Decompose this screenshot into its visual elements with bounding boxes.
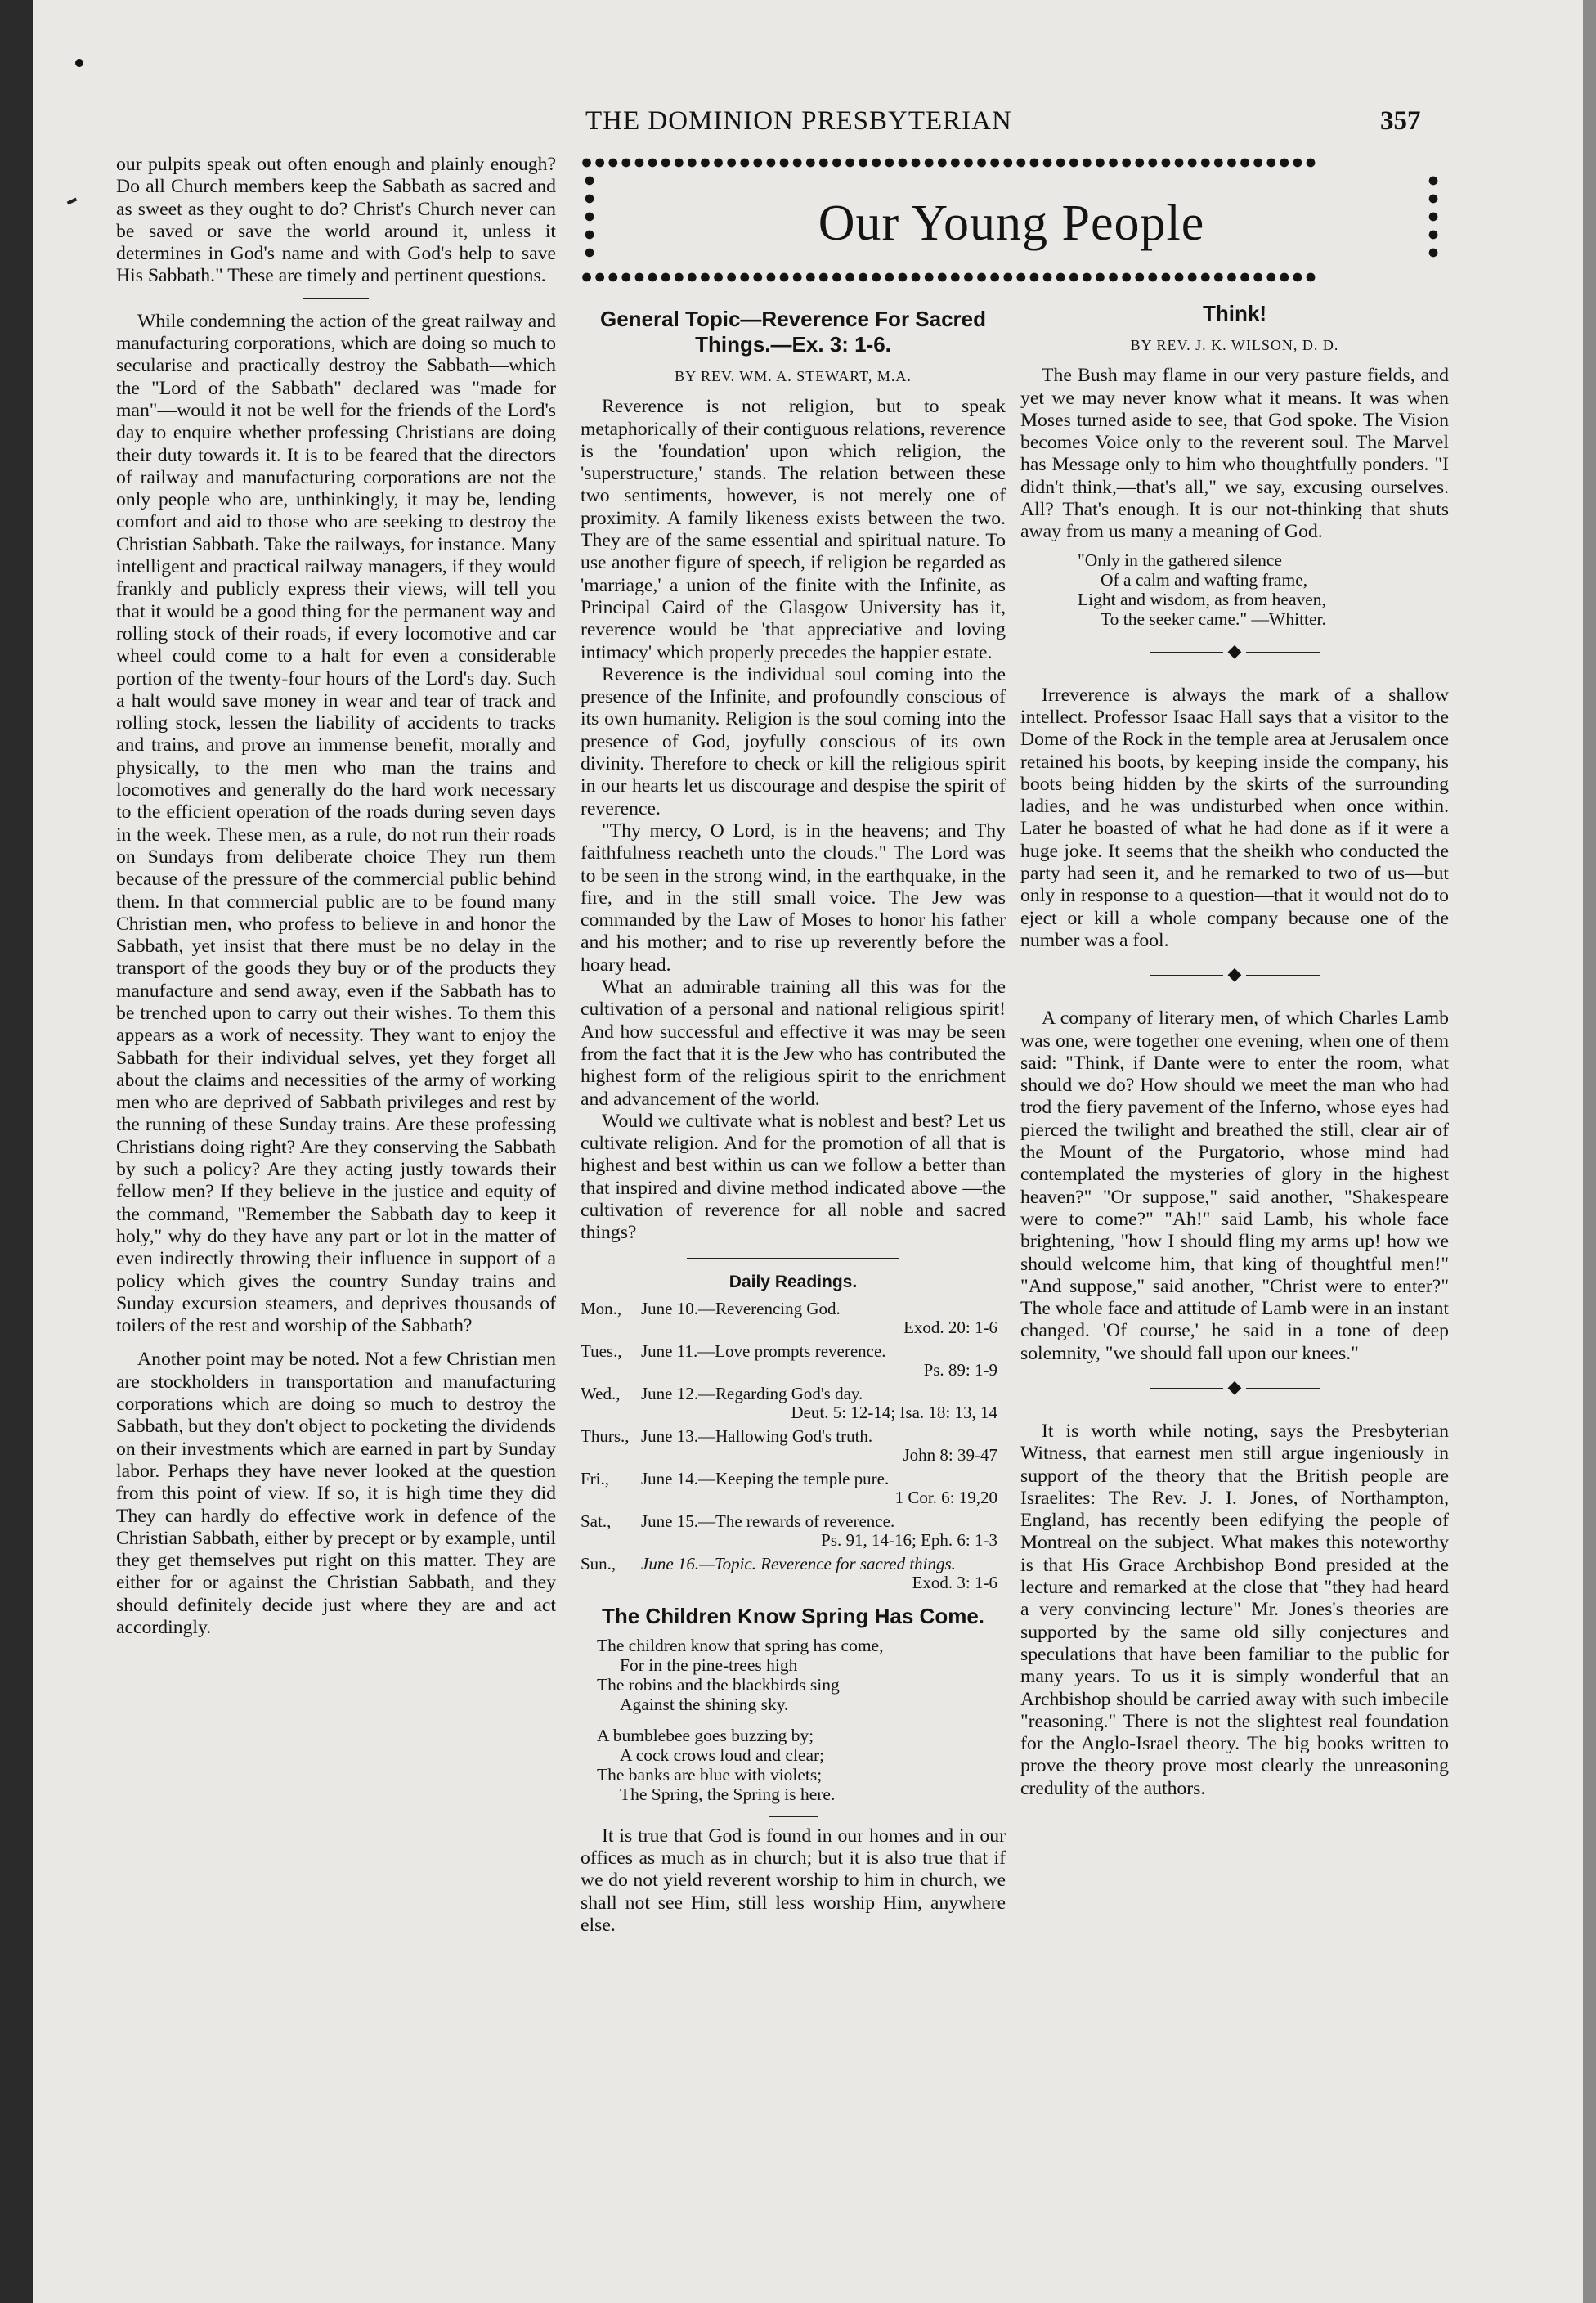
reading-text: June 16.—Topic. Reverence for sacred things. xyxy=(641,1553,956,1573)
paragraph: A company of literary men, of which Charles Lamb was one, were together one evening, when one of them said: "Think, if Dante were to enter the room, what should we do? How should we meet the man who had trod the fiery pavement of the Inferno, whose eyes had pierced the twilight and breathed the still, clear air of the Mount of the Purgatorio, whose mind had contemplated the mysteries of glory in the highest heaven?" "Or suppose," said another, "Shakespeare were to come?" "Ah!" said Lamb, his whole face brightening, "how I should fling my arms up! how we should welcome him, that king of thoughtful men!" "And suppose," said another, "Christ were to enter?" The whole face and attitude of Lamb were in an instant changed. 'Of course,' he said in a tone of deep solemnity, "we should fall upon our knees." xyxy=(1020,1008,1449,1364)
daily-readings-title: Daily Readings. xyxy=(729,1272,858,1291)
reading-day: Mon., xyxy=(581,1298,622,1318)
reading-ref: John 8: 39-47 xyxy=(903,1444,998,1465)
reading-item xyxy=(581,1427,1006,1465)
poem-line: The Spring, the Spring is here. xyxy=(620,1784,836,1804)
column-left xyxy=(116,154,556,1639)
article-byline: BY REV. WM. A. STEWART, M.A. xyxy=(675,368,912,384)
divider xyxy=(769,1816,818,1817)
article-title: General Topic—Reverence For Sacred Things.—Ex. 3: 1-6. xyxy=(599,307,987,357)
paragraph: It is worth while noting, says the Presbyterian Witness, that earnest men still argue ingeniously in support of the theory that the British people are Israelites: The Rev. J. I. Jones, of Northampton, England, has recently been edifying the people of Montreal on the subject. What makes this noteworthy is that His Grace Archbishop Bond presided at the lecture and remarked at the close that "they had heard a very convincing lecture" Mr. Jones's theories are supported by the same old silly conjectures and speculations that have been familiar to the public for many years. To us it is simply wonderful that an Archbishop should be carried away with such imbecile "reasoning." There is not the slightest real foundation for the Anglo-Israel theory. The big books written to prove the theory prove most clearly the unreasoning credulity of the authors. xyxy=(1020,1420,1449,1799)
reading-item xyxy=(581,1385,1006,1422)
poem-line: A bumblebee goes buzzing by; xyxy=(597,1725,814,1745)
column-middle xyxy=(581,307,1006,1937)
reading-item xyxy=(581,1555,1006,1592)
ornament-divider: ◆ xyxy=(1020,1375,1449,1399)
divider xyxy=(303,298,369,299)
reading-item xyxy=(581,1512,1006,1550)
reading-ref: Ps. 89: 1-9 xyxy=(923,1359,998,1380)
poem-line: A cock crows loud and clear; xyxy=(620,1744,825,1765)
paragraph: Irreverence is always the mark of a shallow intellect. Professor Isaac Hall says that a visitor to the Dome of the Rock in the temple area at Jerusalem once retained his boots, by keeping inside the company, his boots being hidden by the skirts of the surrounding ladies, and he was undisturbed when once within. Later he boasted of what he had done as if it were a huge joke. It seems that the sheikh who conducted the party had seen it, and he remarked to two of us—but only in response to a question—that it would not do to eject or kill a whole company because one of the number was a fool. xyxy=(1020,684,1449,951)
banner-border-bottom: ●●●●●●●●●●●●●●●●●●●●●●●●●●●●●●●●●●●●●●●●●●●●●●●●●●●●●●●● xyxy=(581,268,1318,286)
reading-text: June 15.—The rewards of reverence. xyxy=(641,1511,895,1531)
reading-text: June 14.—Keeping the temple pure. xyxy=(641,1468,890,1488)
reading-text: June 13.—Hallowing God's truth. xyxy=(641,1425,873,1446)
reading-day: Thurs., xyxy=(581,1425,630,1446)
poem-title: The Children Know Spring Has Come. xyxy=(601,1603,985,1628)
paragraph: Reverence is not religion, but to speak metaphorically of their contiguous relations, reverence is the 'foundation' upon which religion, the 'superstructure,' stands. The relation between these two sentiments, however, is not merely one of proximity. A family likeness exists between the two. They are of the same essential and spiritual nature. To use another figure of speech, if religion be regarded as 'marriage,' a union of the finite with the Infinite, as Principal Caird of the Glasgow University has it, reverence would be 'that appreciative and loving intimacy' which properly precedes the happier estate. xyxy=(581,396,1006,663)
quote-line: "Only in the gathered silence xyxy=(1078,550,1282,570)
banner-border-right: ● ● ● ● ● xyxy=(1427,172,1440,263)
paragraph: our pulpits speak out often enough and plainly enough? Do all Church members keep the Sabbath as sacred and as sweet as they ought to do? Christ's Church never can be saved or save the world around it, unless it determines in God's name and with God's help to save His Sabbath." These are timely and pertinent questions. xyxy=(116,154,556,287)
reading-day: Sat., xyxy=(581,1511,612,1531)
ornament-divider: ◆ xyxy=(1020,639,1449,663)
reading-text: June 12.—Regarding God's day. xyxy=(641,1383,863,1403)
section-banner xyxy=(581,154,1442,286)
poem-line: The robins and the blackbirds sing xyxy=(597,1674,840,1695)
reading-day: Wed., xyxy=(581,1383,621,1403)
banner-border-left: ● ● ● ● ● xyxy=(583,172,596,263)
quote-line: To the seeker came." —Whitter. xyxy=(1101,608,1326,629)
scan-edge-right xyxy=(1583,0,1596,2303)
reading-item xyxy=(581,1470,1006,1507)
reading-ref: 1 Cor. 6: 19,20 xyxy=(894,1487,998,1507)
article-title: Think! xyxy=(1203,301,1266,325)
paragraph: Would we cultivate what is noblest and best? Let us cultivate religion. And for the promotion of all that is highest and best within us can we follow a better than that inspired and divine method indicated above —the cultivation of reverence for all noble and sacred things? xyxy=(581,1110,1006,1244)
poem-line: Against the shining sky. xyxy=(620,1694,789,1714)
reading-day: Fri., xyxy=(581,1468,610,1488)
paragraph: It is true that God is found in our homes and in our offices as much as in church; but it is also true that if we do not yield reverent worship to him in church, we shall not see Him, still less worship Him, anywhere else. xyxy=(581,1825,1006,1937)
reading-ref: Deut. 5: 12-14; Isa. 18: 13, 14 xyxy=(791,1402,998,1422)
paragraph: While condemning the action of the great railway and manufacturing corporations, which are doing so much to secularise and practically destroy the Sabbath—which the "Lord of the Sabbath" declared was "made for man"—would it not be well for the friends of the Lord's day to enquire whether professing Christians are doing their duty towards it. It is to be feared that the directors of railway and manufacturing corporations are not the only people who are, unthinkingly, it may be, lending comfort and aid to those who are seeking to destroy the Christian Sabbath. Take the railways, for instance. Many intelligent and practical railway managers, if they would frankly and publicly express their views, will tell you that it would be a good thing for the permanent way and rolling stock of their roads, if every locomotive and car wheel could come to a halt for even a considerable portion of the twenty-four hours of the Lord's day. Such a halt would save money in wear and tear of track and rolling stock, lessen the liability of accidents to tracks and trains, and prove an immense benefit, morally and physically, to the men who man the trains and locomotives and generally do the hard work necessary to the efficient operation of the roads during seven days in the week. These men, as a rule, do not run their roads on Sundays from deliberate choice They run them because of the pressure of the commercial public behind them. In that commercial public are to be found many Christian men, who profess to believe in and honor the Sabbath, yet insist that there must be no delay in the transport of the goods they buy or of the products they manufacture and send away, even if the Sabbath has to be trenched upon to carry out their wishes. To them this appears as a work of necessity. They want to enjoy the Sabbath for their individual selves, yet they forget all about the claims and necessities of the army of working men who are deprived of Sabbath privileges and rest by the running of these Sunday trains. Are these professing Christians doing right? Are they conserving the Sabbath by such a policy? Are they acting justly towards their fellow men? If they believe in the justice and equity of the command, "Remember the Sabbath day to keep it holy," why do they have any part or lot in the matter of even indirectly throwing their influence in support of a policy which gives the country Sunday trains and Sunday excursion steamers, and deprives thousands of toilers of the rest and worship of the Sabbath? xyxy=(116,310,556,1337)
reading-item xyxy=(581,1342,1006,1380)
poem-line: The banks are blue with violets; xyxy=(597,1764,823,1784)
divider xyxy=(687,1258,899,1259)
poem xyxy=(597,1636,1006,1804)
reading-text: June 11.—Love prompts reverence. xyxy=(641,1340,886,1361)
ornament-divider: ◆ xyxy=(1020,962,1449,986)
reading-item xyxy=(581,1300,1006,1337)
paragraph: The Bush may flame in our very pasture fields, and yet we may never know what it means. It was when Moses turned aside to see, that God spoke. The Vision becomes Voice only to the reverent soul. The Marvel has Message only to him who thoughtfully ponders. "I didn't think,—that's all," we say, excusing ourselves. All? That's enough. It is our not-thinking that shuts away from us many a meaning of God. xyxy=(1020,365,1449,543)
banner-border-top: ●●●●●●●●●●●●●●●●●●●●●●●●●●●●●●●●●●●●●●●●●●●●●●●●●●●●●●●● xyxy=(581,154,1318,172)
page-number: 357 xyxy=(1380,106,1421,136)
reading-ref: Ps. 91, 14-16; Eph. 6: 1-3 xyxy=(821,1529,998,1550)
daily-readings-list xyxy=(581,1300,1006,1592)
paragraph: Reverence is the individual soul coming into the presence of the Infinite, and profoundly conscious of its own humanity. Religion is the soul coming into the presence of God, joyfully conscious of its own divinity. Therefore to check or kill the religious spirit in our hearts let us discourage and despise the spirit of reverence. xyxy=(581,663,1006,819)
paragraph: Another point may be noted. Not a few Christian men are stockholders in transportation and manufacturing corporations which are doing so much to destroy the Sabbath, but they don't object to pocketing the dividends on their investments which are earned in part by Sunday labor. Perhaps they have never looked at the question from this point of view. If so, it is high time they did They can hardly do effective work in defence of the Christian Sabbath, either by precept or by example, until they get themselves put right on this matter. They are either for or against the Christian Sabbath, and they should definitely decide just where they are and act accordingly. xyxy=(116,1349,556,1638)
banner-title: Our Young People xyxy=(818,195,1205,251)
reading-text: June 10.—Reverencing God. xyxy=(641,1298,841,1318)
quotation xyxy=(1078,550,1449,629)
punch-hole xyxy=(75,59,83,67)
margin-mark xyxy=(67,198,78,205)
paragraph: "Thy mercy, O Lord, is in the heavens; and Thy faithfulness reacheth unto the clouds." The Lord was to be seen in the strong wind, in the earthquake, in the fire, and in the still small voice. The Jew was commanded by the Law of Moses to honor his father and his mother; and to rise up reverently before the hoary head. xyxy=(581,819,1006,976)
reading-ref: Exod. 3: 1-6 xyxy=(912,1572,998,1592)
quote-line: Light and wisdom, as from heaven, xyxy=(1078,589,1326,609)
quote-line: Of a calm and wafting frame, xyxy=(1101,569,1308,590)
paragraph: What an admirable training all this was for the cultivation of a personal and national religious spirit! And how successful and effective it was may be seen from the fact that it is the Jew who has contributed the highest form of the religious spirit to the enrichment and advancement of the world. xyxy=(581,976,1006,1110)
reading-day: Tues., xyxy=(581,1340,622,1361)
article-byline: BY REV. J. K. WILSON, D. D. xyxy=(1130,337,1339,353)
scan-edge-left xyxy=(0,0,33,2303)
reading-day: Sun., xyxy=(581,1553,616,1573)
running-head: THE DOMINION PRESBYTERIAN xyxy=(585,106,1012,136)
poem-line: The children know that spring has come, xyxy=(597,1635,884,1655)
reading-ref: Exod. 20: 1-6 xyxy=(903,1317,998,1337)
column-right xyxy=(1020,301,1449,1800)
poem-line: For in the pine-trees high xyxy=(620,1654,798,1675)
